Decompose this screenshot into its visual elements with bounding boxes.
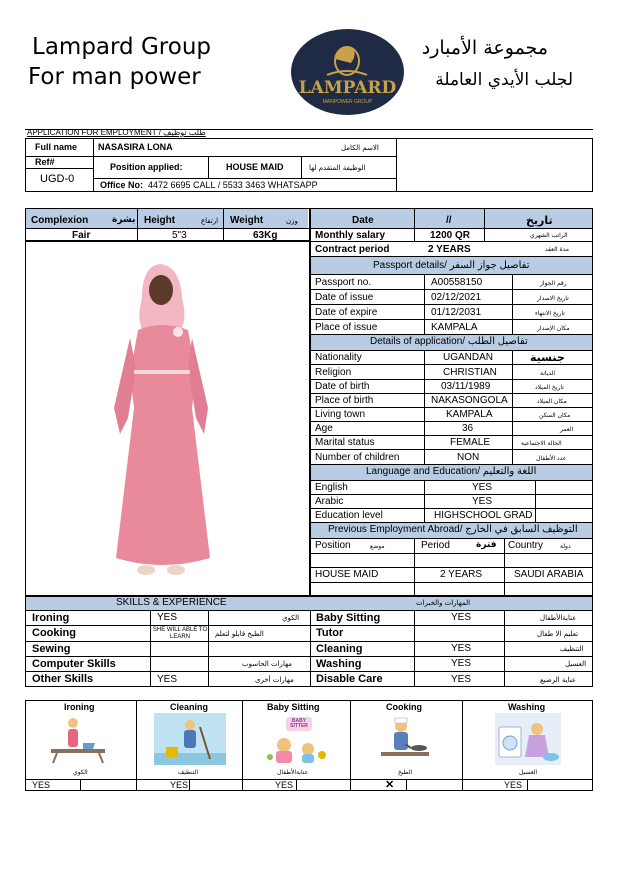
- nationality-value: UGANDAN: [443, 352, 494, 363]
- living-town-value: KAMPALA: [446, 409, 493, 420]
- salary-value: 1200 QR: [430, 230, 471, 241]
- skill-sewing-label: Sewing: [32, 643, 71, 655]
- icon-title-ar-cooking: الطبخ: [398, 769, 413, 776]
- english-label: English: [315, 482, 348, 493]
- baby-sitter-badge: BABY SITTER: [290, 718, 308, 729]
- position-value: HOUSE MAID: [226, 162, 284, 172]
- skill-disable-care-value: YES: [451, 674, 472, 685]
- pob-label-ar: مكان الميلاد: [537, 398, 567, 405]
- issue-date-value: 02/12/2021: [431, 292, 482, 303]
- skill-cleaning-label: Cleaning: [316, 643, 363, 655]
- salary-label: Monthly salary: [315, 230, 386, 241]
- skill-washing-label-ar: الغسيل: [565, 660, 587, 668]
- position-label: Position applied:: [110, 162, 183, 172]
- icon-value-ironing: YES: [32, 780, 51, 790]
- company-name-en-line1: Lampard Group: [32, 34, 211, 60]
- issue-date-label-ar: تاريخ الاصدار: [537, 295, 569, 302]
- religion-value: CHRISTIAN: [443, 367, 497, 378]
- skill-cooking-value: SHE WILL ABLE TO LEARN: [152, 627, 208, 640]
- icon-value-washing: YES: [504, 780, 523, 790]
- issue-place-value: KAMPALA: [431, 322, 478, 333]
- icon-title-cleaning: Cleaning: [170, 702, 209, 712]
- skill-computer-label-ar: مهارات الحاسوب: [242, 660, 293, 668]
- passport-no-label-ar: رقم الجواز: [540, 280, 567, 287]
- skills-title-ar: المهارات والخبرات: [416, 599, 471, 607]
- skill-disable-care-label-ar: عناية الرضيع: [540, 676, 577, 684]
- prev-country-label-ar: دولة: [560, 543, 571, 550]
- marital-value: FEMALE: [450, 437, 491, 448]
- icon-title-ar-washing: الغسيل: [519, 769, 538, 776]
- weight-value: 63Kg: [253, 230, 278, 241]
- education-value: HIGHSCHOOL GRAD: [434, 510, 533, 521]
- application-title: Details of application/ تفاصيل الطلب: [370, 336, 528, 347]
- passport-no-label: Passport no.: [315, 277, 372, 288]
- height-label-ar: ارتفاع: [201, 217, 219, 225]
- previous-title: Previous Employment Abroad/ التوظيف السابق في الخارج: [328, 524, 578, 535]
- prev-position-value: HOUSE MAID: [315, 569, 379, 580]
- children-label: Number of children: [315, 452, 400, 463]
- arabic-value: YES: [472, 496, 493, 507]
- children-value: NON: [457, 452, 480, 463]
- living-town-label: Living town: [315, 409, 366, 420]
- skill-ironing-label: Ironing: [32, 612, 70, 624]
- expire-date-value: 01/12/2031: [431, 307, 482, 318]
- nationality-label: Nationality: [315, 352, 362, 363]
- dob-label: Date of birth: [315, 381, 370, 392]
- company-name-en-line2: For man power: [28, 64, 201, 90]
- office-label: Office No:: [100, 180, 144, 190]
- skill-other-label-ar: مهارات أخرى: [255, 676, 294, 684]
- ironing-icon: [43, 715, 113, 765]
- education-label: Education level: [315, 510, 383, 521]
- prev-position-label-ar: موضع: [370, 543, 385, 550]
- icon-title-babysitting: Baby Sitting: [267, 702, 320, 712]
- expire-date-label-ar: تاريخ الانتهاء: [535, 310, 565, 317]
- salary-label-ar: الراتب الشهري: [530, 232, 568, 239]
- passport-no-value: A00558150: [431, 277, 483, 288]
- skill-other-label: Other Skills: [32, 673, 94, 685]
- complexion-label-ar: بشرة: [112, 215, 136, 225]
- nationality-label-ar: جنسية: [530, 351, 565, 364]
- expire-date-label: Date of expire: [315, 307, 378, 318]
- complexion-label: Complexion: [31, 215, 89, 226]
- dob-value: 03/11/1989: [441, 381, 491, 392]
- contract-label: Contract period: [315, 244, 390, 255]
- prev-period-label: Period: [421, 540, 450, 551]
- skill-washing-value: YES: [451, 658, 472, 669]
- age-value: 36: [462, 423, 474, 434]
- skill-cooking-label: Cooking: [32, 627, 76, 639]
- marital-label-ar: الحالة الاجتماعية: [521, 440, 562, 447]
- icon-title-ar-cleaning: التنظيف: [178, 769, 199, 776]
- full-name-value: NASASIRA LONA: [98, 142, 173, 152]
- skill-ironing-label-ar: الكوي: [282, 614, 300, 622]
- ref-label: Ref#: [35, 157, 55, 167]
- complexion-value: Fair: [72, 230, 91, 241]
- skill-cooking-label-ar: الطبخ قابلو لتعلم: [215, 630, 264, 638]
- logo-text: LAMPARD: [298, 78, 397, 98]
- height-value: 5"3: [172, 230, 187, 241]
- living-town-label-ar: مكان السكن: [539, 412, 571, 419]
- office-value: 4472 6695 CALL / 5533 3463 WHATSAPP: [148, 180, 318, 190]
- marital-label: Marital status: [315, 437, 375, 448]
- logo-subtext: MANPOWER GROUP: [322, 99, 373, 105]
- language-title: Language and Education/ اللغة والتعليم: [366, 466, 537, 477]
- weight-label-ar: وزن: [286, 217, 298, 225]
- icon-value-babysitting: YES: [275, 780, 294, 790]
- skill-washing-label: Washing: [316, 658, 362, 670]
- english-value: YES: [472, 482, 493, 493]
- issue-date-label: Date of issue: [315, 292, 374, 303]
- date-value: //: [446, 215, 452, 226]
- washing-icon: [495, 713, 561, 765]
- age-label-ar: العمر: [560, 426, 574, 433]
- icon-title-ar-ironing: الكوي: [73, 769, 88, 776]
- pob-label: Place of birth: [315, 395, 374, 406]
- skill-disable-care-label: Disable Care: [316, 673, 383, 685]
- age-label: Age: [315, 423, 333, 434]
- skill-tutor-label: Tutor: [316, 627, 344, 639]
- skill-tutor-label-ar: تعليم الا طفال: [537, 630, 579, 638]
- company-logo: [291, 29, 404, 115]
- skill-babysitting-value: YES: [451, 612, 472, 623]
- icon-title-ironing: Ironing: [64, 702, 95, 712]
- icon-title-cooking: Cooking: [386, 702, 422, 712]
- issue-place-label: Place of issue: [315, 322, 378, 333]
- issue-place-label-ar: مكان الإصدار: [537, 325, 570, 332]
- skills-title: SKILLS & EXPERIENCE: [116, 597, 227, 608]
- prev-period-value: 2 YEARS: [440, 569, 483, 580]
- skill-other-value: YES: [157, 674, 178, 685]
- children-label-ar: عدد الأطفال: [536, 455, 567, 462]
- icon-title-washing: Washing: [508, 702, 546, 712]
- position-label-ar: الوظيفة المتقدم لها: [309, 164, 366, 172]
- skill-babysitting-label-ar: عنايةالأطفال: [540, 614, 577, 622]
- prev-country-label: Country: [508, 540, 544, 551]
- icon-value-cleaning: YES: [170, 780, 189, 790]
- skill-ironing-value: YES: [157, 612, 178, 623]
- weight-label: Weight: [230, 215, 264, 226]
- pob-value: NAKASONGOLA: [431, 395, 508, 406]
- arabic-label: Arabic: [315, 496, 344, 507]
- skill-computer-label: Computer Skills: [32, 658, 116, 670]
- icon-title-ar-babysitting: عنايةالأطفال: [277, 769, 309, 776]
- date-label: Date: [352, 215, 374, 226]
- skill-cleaning-value: YES: [451, 643, 472, 654]
- passport-title: Passport details/ تفاصيل جواز السفر: [373, 260, 530, 271]
- skill-cleaning-label-ar: التنظيف: [560, 645, 584, 653]
- form-title: APPLICATION FOR EMPLOYMENT / طلب توظيف: [27, 128, 206, 137]
- height-label: Height: [144, 215, 176, 226]
- ref-value: UGD-0: [40, 173, 75, 185]
- full-name-label-ar: الاسم الكامل: [341, 144, 379, 152]
- cleaning-icon: [154, 713, 226, 765]
- contract-value: 2 YEARS: [428, 244, 471, 255]
- company-name-ar-line2: لجلب الأيدي العاملة: [435, 70, 573, 90]
- prev-position-label: Position: [315, 540, 351, 551]
- contract-label-ar: مدة العقد: [545, 246, 569, 253]
- applicant-photo: [100, 258, 230, 588]
- prev-country-value: SAUDI ARABIA: [514, 569, 584, 580]
- company-name-ar-line1: مجموعة الأمبارد: [421, 37, 548, 59]
- full-name-label: Full name: [35, 142, 78, 152]
- dob-label-ar: تاريخ الميلاد: [535, 384, 564, 391]
- religion-label-ar: الديانة: [540, 370, 556, 377]
- cooking-icon: [375, 714, 435, 766]
- skill-babysitting-label: Baby Sitting: [316, 612, 381, 624]
- date-label-ar: تاريخ: [526, 214, 553, 227]
- prev-period-label-ar: فترة: [476, 540, 497, 550]
- religion-label: Religion: [315, 367, 352, 378]
- icon-value-cooking: ✕: [385, 779, 395, 791]
